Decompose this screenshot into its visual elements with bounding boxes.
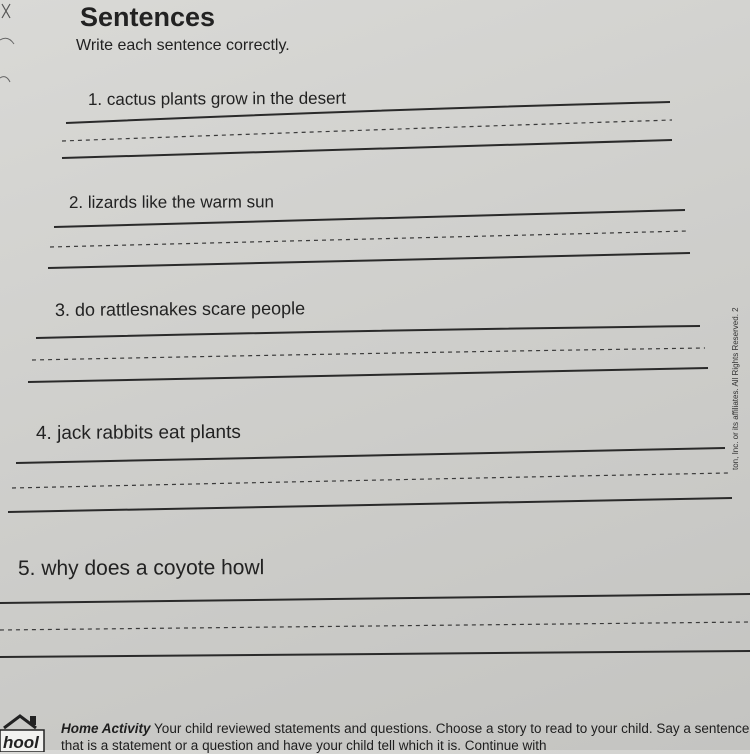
home-icon-label: hool — [3, 733, 39, 752]
answer-line-2-top — [54, 210, 685, 227]
answer-line-4-bottom — [8, 498, 732, 512]
sentence-2: 2. lizards like the warm sun — [68, 192, 275, 212]
copyright-notice: ton, Inc. or its affiliates. All Rights Reserved. 2 — [731, 307, 740, 470]
sentence-5: 5. why does a coyote howl — [17, 556, 265, 580]
page-title: Sentences — [80, 2, 216, 32]
dashed-line-4 — [12, 473, 728, 488]
sentence-1: 1. cactus plants grow in the desert — [87, 88, 346, 110]
answer-line-5-bottom — [0, 651, 750, 657]
answer-line-5-top — [0, 594, 750, 603]
sentence-3: 3. do rattlesnakes scare people — [54, 298, 306, 321]
answer-line-3-bottom — [28, 368, 708, 382]
home-activity-body: Your child reviewed statements and questions. Choose a story to read to your child. Say a sentence that is a statement or a question and have your child tell which it is. Continue with — [61, 721, 750, 753]
answer-line-1-top — [66, 102, 670, 123]
home-activity-text — [61, 720, 750, 754]
answer-line-2-bottom — [48, 253, 690, 268]
home-activity-footer — [0, 708, 750, 753]
answer-line-3-top — [36, 326, 700, 338]
answer-line-1-bottom — [62, 140, 672, 158]
dashed-line-1 — [62, 120, 672, 141]
dashed-line-2 — [50, 231, 688, 247]
home-activity-heading: Home Activity — [61, 721, 151, 736]
sentence-4: 4. jack rabbits eat plants — [35, 421, 241, 444]
dashed-line-3 — [32, 348, 705, 360]
dashed-line-5 — [0, 622, 750, 630]
home-school-icon — [0, 712, 54, 752]
instruction-label: Write each sentence correctly. — [76, 37, 290, 54]
answer-line-4-top — [16, 448, 725, 463]
